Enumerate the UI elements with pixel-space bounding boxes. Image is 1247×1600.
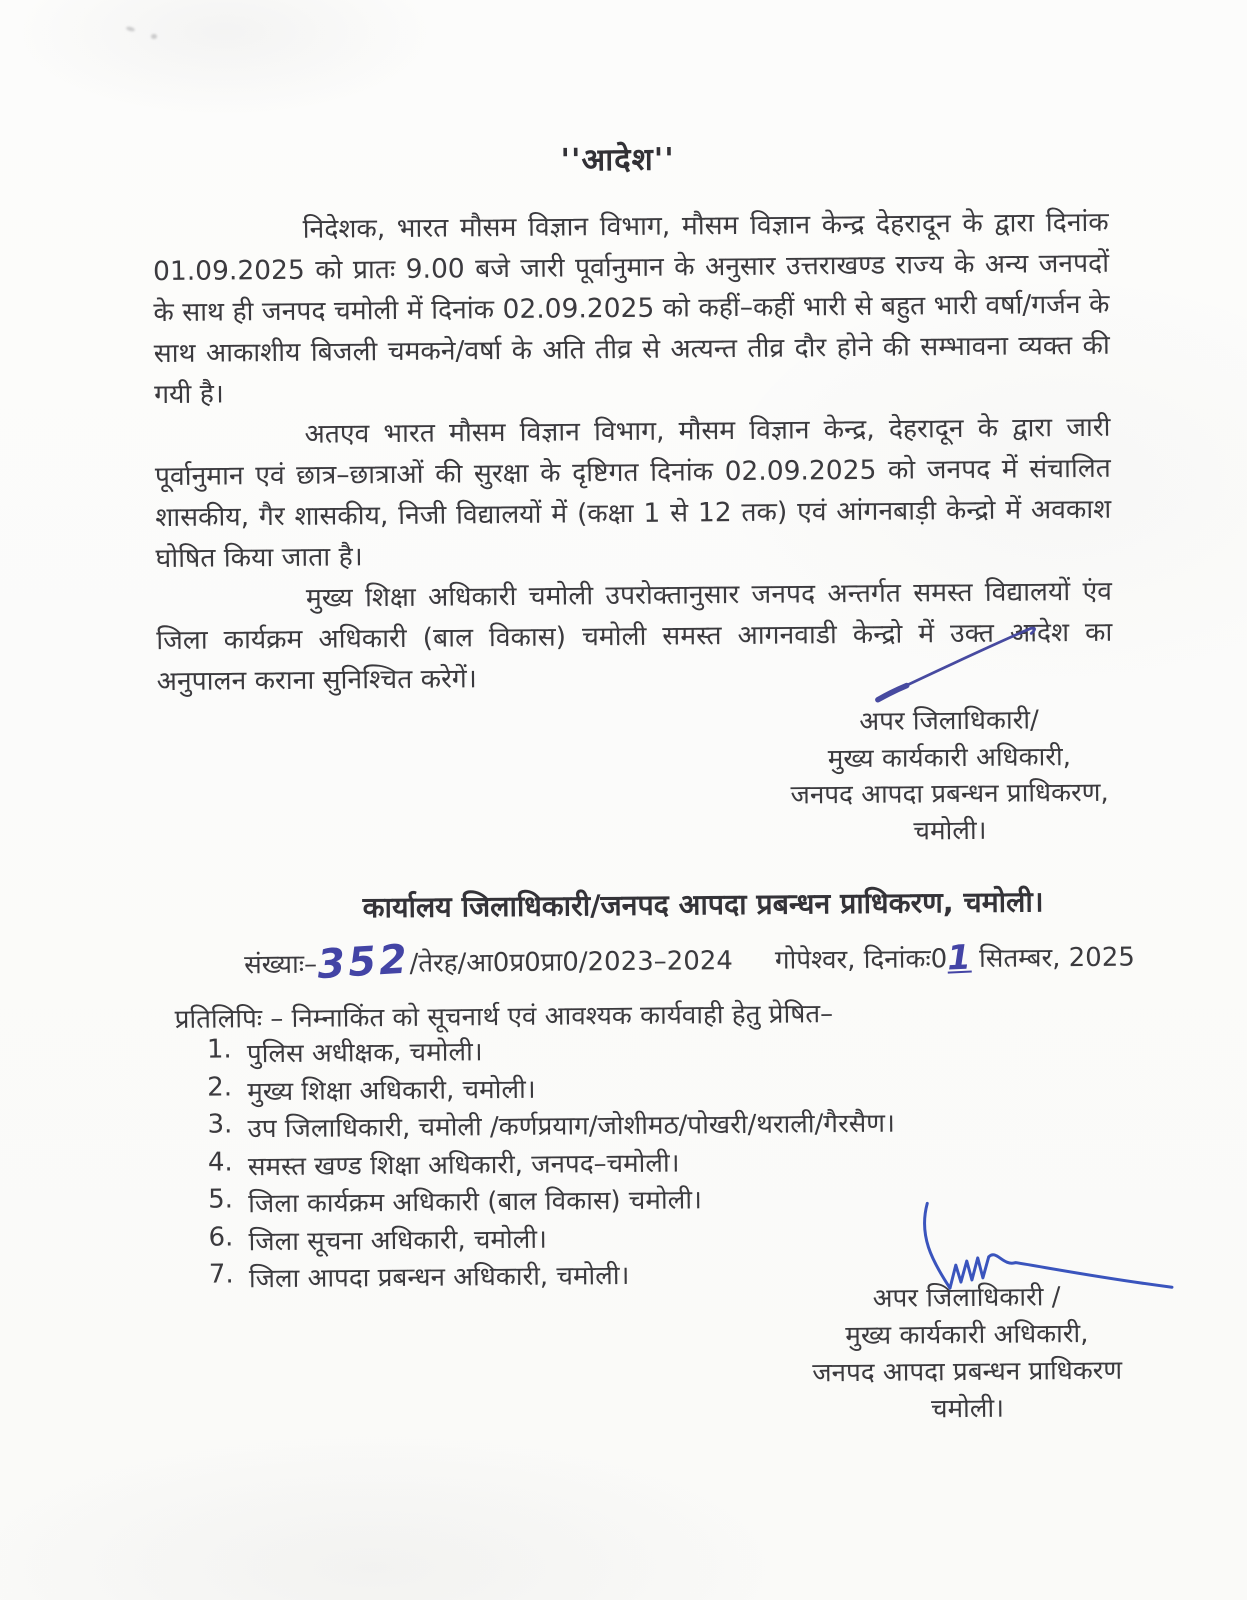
- signatory-line: जनपद आपदा प्रबन्धन प्राधिकरण: [812, 1355, 1123, 1389]
- date-handwritten: 1: [946, 937, 972, 979]
- recipient-text: उप जिलाधिकारी, चमोली /कर्णप्रयाग/जोशीमठ/पोखरी/थराली/गैरसैण।: [247, 1108, 895, 1145]
- recipient-number: 6.: [208, 1221, 234, 1253]
- signatory-line: जनपद आपदा प्रबन्धन प्राधिकरण,: [790, 777, 1109, 811]
- signatory-line: अपर जिलाधिकारी/: [859, 705, 1039, 737]
- order-body: [153, 202, 1113, 702]
- recipient-number: 1.: [206, 1034, 232, 1065]
- place-date-prefix: गोपेश्वर, दिनांकः0: [774, 944, 948, 976]
- recipient-number: 2.: [207, 1071, 233, 1103]
- signatory-line: मुख्य कार्यकारी अधिकारी,: [827, 741, 1072, 774]
- signatory-block-bottom: [769, 1278, 1165, 1429]
- recipient-number: 3.: [207, 1109, 233, 1140]
- recipient-text: जिला आपदा प्रबन्धन अधिकारी, चमोली।: [248, 1260, 630, 1295]
- recipient-number: 7.: [208, 1259, 234, 1290]
- order-paragraph-3: मुख्य शिक्षा अधिकारी चमोली उपरोक्तानुसार जनपद अन्तर्गत समस्त विद्यालयों एंव जिला कार्यक्रम अधिकारी (बाल विकास) चमोली समस्त आगनवाडी केन्द्रो में उक्त आदेश का अनुपालन कराना सुनिश्चित करेगें।: [156, 575, 1113, 698]
- copy-distribution-line: प्रतिलिपिः – निम्नाकिंत को सूचनार्थ एवं आवश्यक कार्यवाही हेतु प्रेषित–: [174, 999, 834, 1035]
- recipient-text: पुलिस अधीक्षक, चमोली।: [246, 1037, 483, 1070]
- signatory-line: चमोली।: [913, 815, 987, 846]
- date-suffix: [971, 944, 980, 974]
- reference-number-handwritten: 352: [315, 936, 411, 989]
- order-title: ''आदेश'': [560, 141, 675, 179]
- signatory-line: अपर जिलाधिकारी /: [872, 1282, 1061, 1314]
- recipient-text: जिला सूचना अधिकारी, चमोली।: [248, 1224, 548, 1257]
- reference-suffix: /तेरह/आ0प्र0प्रा0/2023–2024: [409, 946, 734, 979]
- recipient-number: 5.: [208, 1184, 234, 1215]
- signatory-line: चमोली।: [930, 1393, 1005, 1425]
- reference-prefix: संख्याः–: [244, 949, 318, 981]
- recipients-list: [207, 1027, 1089, 1297]
- recipient-text: जिला कार्यक्रम अधिकारी (बाल विकास) चमोली।: [248, 1185, 702, 1220]
- reference-number-line: [244, 936, 1144, 989]
- signatory-line: मुख्य कार्यकारी अधिकारी,: [845, 1318, 1089, 1352]
- recipient-text: समस्त खण्ड शिक्षा अधिकारी, जनपद–चमोली।: [247, 1148, 680, 1182]
- recipient-text: मुख्य शिक्षा अधिकारी, चमोली।: [247, 1074, 536, 1107]
- date-suffix-text: सितम्बर, 2025: [978, 942, 1135, 974]
- office-heading: कार्यालय जिलाधिकारी/जनपद आपदा प्रबन्धन प्राधिकरण, चमोली।: [362, 885, 1044, 925]
- order-paragraph-1: निदेशक, भारत मौसम विज्ञान विभाग, मौसम विज्ञान केन्द्र देहरादून के द्वारा दिनांक 01.09.2025 को प्रातः 9.00 बजे जारी पूर्वानुमान के अनुसार उत्तराखण्ड राज्य के अन्य जनपदों के साथ ही जनपद चमोली में दिनांक 02.09.2025 को कहीं–कहीं भारी से बहुत भारी वर्षा/गर्जन के साथ आकाशीय बिजली चमकने/वर्षा के अति तीव्र से अत्यन्त तीव्र दौर होने की सम्भावना व्यक्त की गयी है।: [152, 206, 1110, 411]
- order-paragraph-2: अतएव भारत मौसम विज्ञान विभाग, मौसम विज्ञान केन्द्र, देहरादून के द्वारा जारी पूर्वानुमान एवं छात्र–छात्राओं की सुरक्षा के दृष्टिगत दिनांक 02.09.2025 को जनपद में संचालित शासकीय, गैर शासकीय, निजी विद्यालयों में (कक्षा 1 से 12 तक) एवं आंगनबाड़ी केन्द्रो में अवकाश घोषित किया जाता है।: [154, 411, 1112, 575]
- recipient-number: 4.: [207, 1146, 233, 1178]
- signatory-block-top: [759, 701, 1140, 850]
